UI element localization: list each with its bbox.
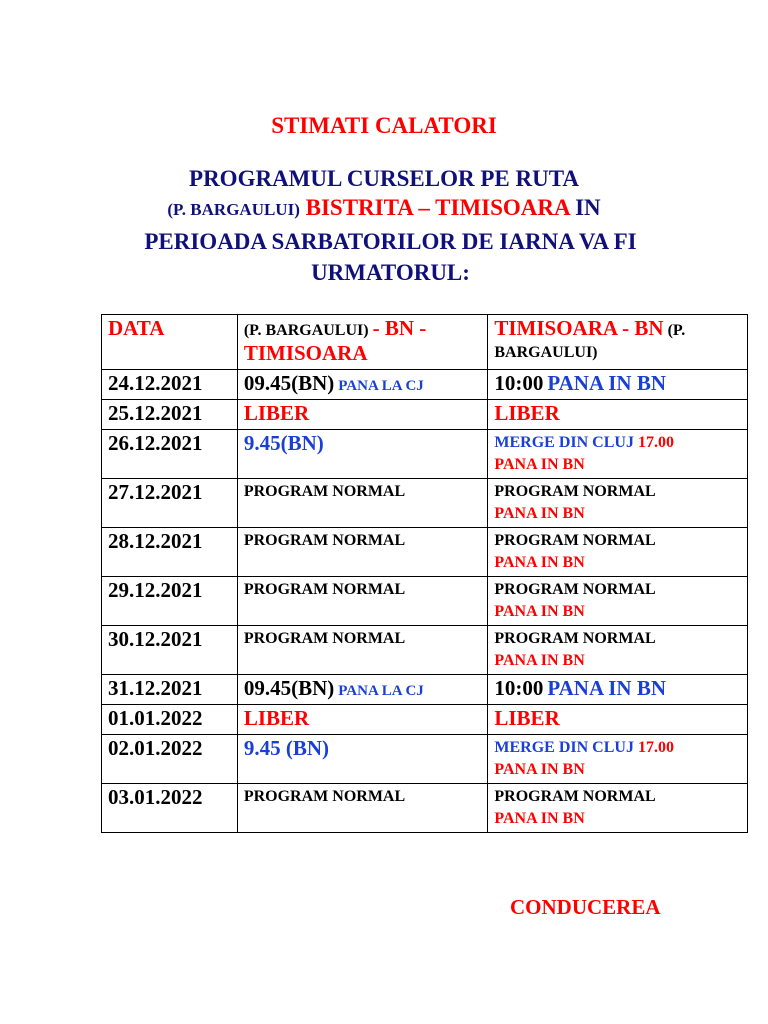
date-value: 02.01.2022	[108, 736, 203, 760]
table-row	[102, 528, 748, 577]
return-note: PANA IN BN	[547, 371, 666, 395]
return-cell	[488, 735, 748, 784]
date-value: 29.12.2021	[108, 578, 203, 602]
title-line-3: PERIOADA SARBATORILOR DE IARNA VA FI URMATORUL:	[144, 229, 637, 285]
title-connector: IN	[575, 195, 601, 220]
title-route: BISTRITA – TIMISOARA	[305, 195, 570, 220]
table-body	[102, 370, 748, 833]
return-cell	[488, 705, 748, 735]
header-outbound-route: - BN - TIMISOARA	[243, 316, 427, 365]
return-cell	[488, 400, 748, 430]
greeting-heading: STIMATI CALATORI	[271, 113, 497, 138]
outbound-liber: LIBER	[243, 401, 310, 425]
date-value: 28.12.2021	[108, 529, 203, 553]
date-cell	[102, 675, 238, 705]
date-cell	[102, 577, 238, 626]
date-value: 25.12.2021	[108, 401, 203, 425]
title-line-1: PROGRAMUL CURSELOR PE RUTA	[189, 166, 579, 191]
outbound-cell	[237, 400, 488, 430]
outbound-cell	[237, 675, 488, 705]
outbound-cell	[237, 528, 488, 577]
return-note: PANA IN BN	[547, 676, 666, 700]
table-header-row	[102, 315, 748, 370]
date-cell	[102, 705, 238, 735]
outbound-program: PROGRAM NORMAL	[243, 788, 406, 805]
table-row	[102, 675, 748, 705]
date-value: 01.01.2022	[108, 706, 203, 730]
date-cell	[102, 626, 238, 675]
return-program: PROGRAM NORMAL	[494, 581, 656, 598]
table-row	[102, 577, 748, 626]
return-note: PANA IN BN	[494, 505, 585, 522]
return-program: PROGRAM NORMAL	[494, 630, 656, 647]
header-return-route: TIMISOARA - BN	[494, 316, 664, 340]
return-note: PANA IN BN	[494, 652, 585, 669]
table-row	[102, 735, 748, 784]
outbound-time: 9.45(BN)	[243, 431, 324, 455]
outbound-cell	[237, 370, 488, 400]
return-cell	[488, 430, 748, 479]
return-line	[494, 432, 741, 454]
return-line	[494, 737, 741, 759]
outbound-cell	[237, 735, 488, 784]
return-program: PROGRAM NORMAL	[494, 532, 656, 549]
return-cell	[488, 528, 748, 577]
return-time: 10:00	[494, 371, 544, 395]
table-row	[102, 784, 748, 833]
header-outbound-origin: (P. BARGAULUI)	[243, 322, 369, 339]
return-cell	[488, 577, 748, 626]
outbound-liber: LIBER	[243, 706, 310, 730]
date-cell	[102, 784, 238, 833]
table-row	[102, 705, 748, 735]
table-row	[102, 479, 748, 528]
return-liber: LIBER	[494, 401, 560, 425]
header-date-label: DATA	[108, 316, 165, 340]
date-cell	[102, 430, 238, 479]
header-date	[102, 315, 238, 370]
date-value: 31.12.2021	[108, 676, 203, 700]
outbound-time: 9.45 (BN)	[243, 736, 329, 760]
outbound-program: PROGRAM NORMAL	[243, 630, 406, 647]
outbound-note: PANA LA CJ	[338, 683, 424, 699]
date-value: 24.12.2021	[108, 371, 203, 395]
date-cell	[102, 370, 238, 400]
return-cell	[488, 370, 748, 400]
return-program: PROGRAM NORMAL	[494, 788, 656, 805]
outbound-cell	[237, 626, 488, 675]
return-time: 17.00	[637, 739, 674, 756]
return-note: PANA IN BN	[494, 456, 585, 473]
return-cell	[488, 784, 748, 833]
return-program: PROGRAM NORMAL	[494, 483, 656, 500]
schedule-table	[101, 314, 748, 833]
table-row	[102, 430, 748, 479]
return-time: 17.00	[637, 434, 674, 451]
date-cell	[102, 479, 238, 528]
title-origin: (P. BARGAULUI)	[167, 200, 300, 219]
outbound-note: PANA LA CJ	[338, 378, 424, 394]
return-liber: LIBER	[494, 706, 560, 730]
return-cell	[488, 675, 748, 705]
return-note: PANA IN BN	[494, 603, 585, 620]
return-note: PANA IN BN	[494, 554, 585, 571]
return-prefix: MERGE DIN CLUJ	[494, 434, 634, 451]
return-cell	[488, 479, 748, 528]
date-cell	[102, 400, 238, 430]
return-time: 10:00	[494, 676, 544, 700]
date-cell	[102, 528, 238, 577]
table-row	[102, 400, 748, 430]
return-note: PANA IN BN	[494, 761, 585, 778]
outbound-cell	[237, 479, 488, 528]
date-value: 03.01.2022	[108, 785, 203, 809]
outbound-cell	[237, 430, 488, 479]
outbound-cell	[237, 705, 488, 735]
date-value: 27.12.2021	[108, 480, 203, 504]
outbound-cell	[237, 577, 488, 626]
outbound-program: PROGRAM NORMAL	[243, 581, 406, 598]
outbound-program: PROGRAM NORMAL	[243, 532, 406, 549]
date-cell	[102, 735, 238, 784]
outbound-time: 09.45(BN)	[243, 371, 335, 395]
return-prefix: MERGE DIN CLUJ	[494, 739, 634, 756]
date-value: 30.12.2021	[108, 627, 203, 651]
table-row	[102, 370, 748, 400]
outbound-program: PROGRAM NORMAL	[243, 483, 406, 500]
outbound-cell	[237, 784, 488, 833]
header-outbound	[237, 315, 488, 370]
header-return	[488, 315, 748, 370]
signature: CONDUCEREA	[510, 895, 661, 919]
table-row	[102, 626, 748, 675]
return-cell	[488, 626, 748, 675]
header-return-destination: (P. BARGAULUI)	[494, 322, 686, 361]
title-line-2	[0, 195, 768, 221]
return-note: PANA IN BN	[494, 810, 585, 827]
date-value: 26.12.2021	[108, 431, 203, 455]
outbound-time: 09.45(BN)	[243, 676, 335, 700]
